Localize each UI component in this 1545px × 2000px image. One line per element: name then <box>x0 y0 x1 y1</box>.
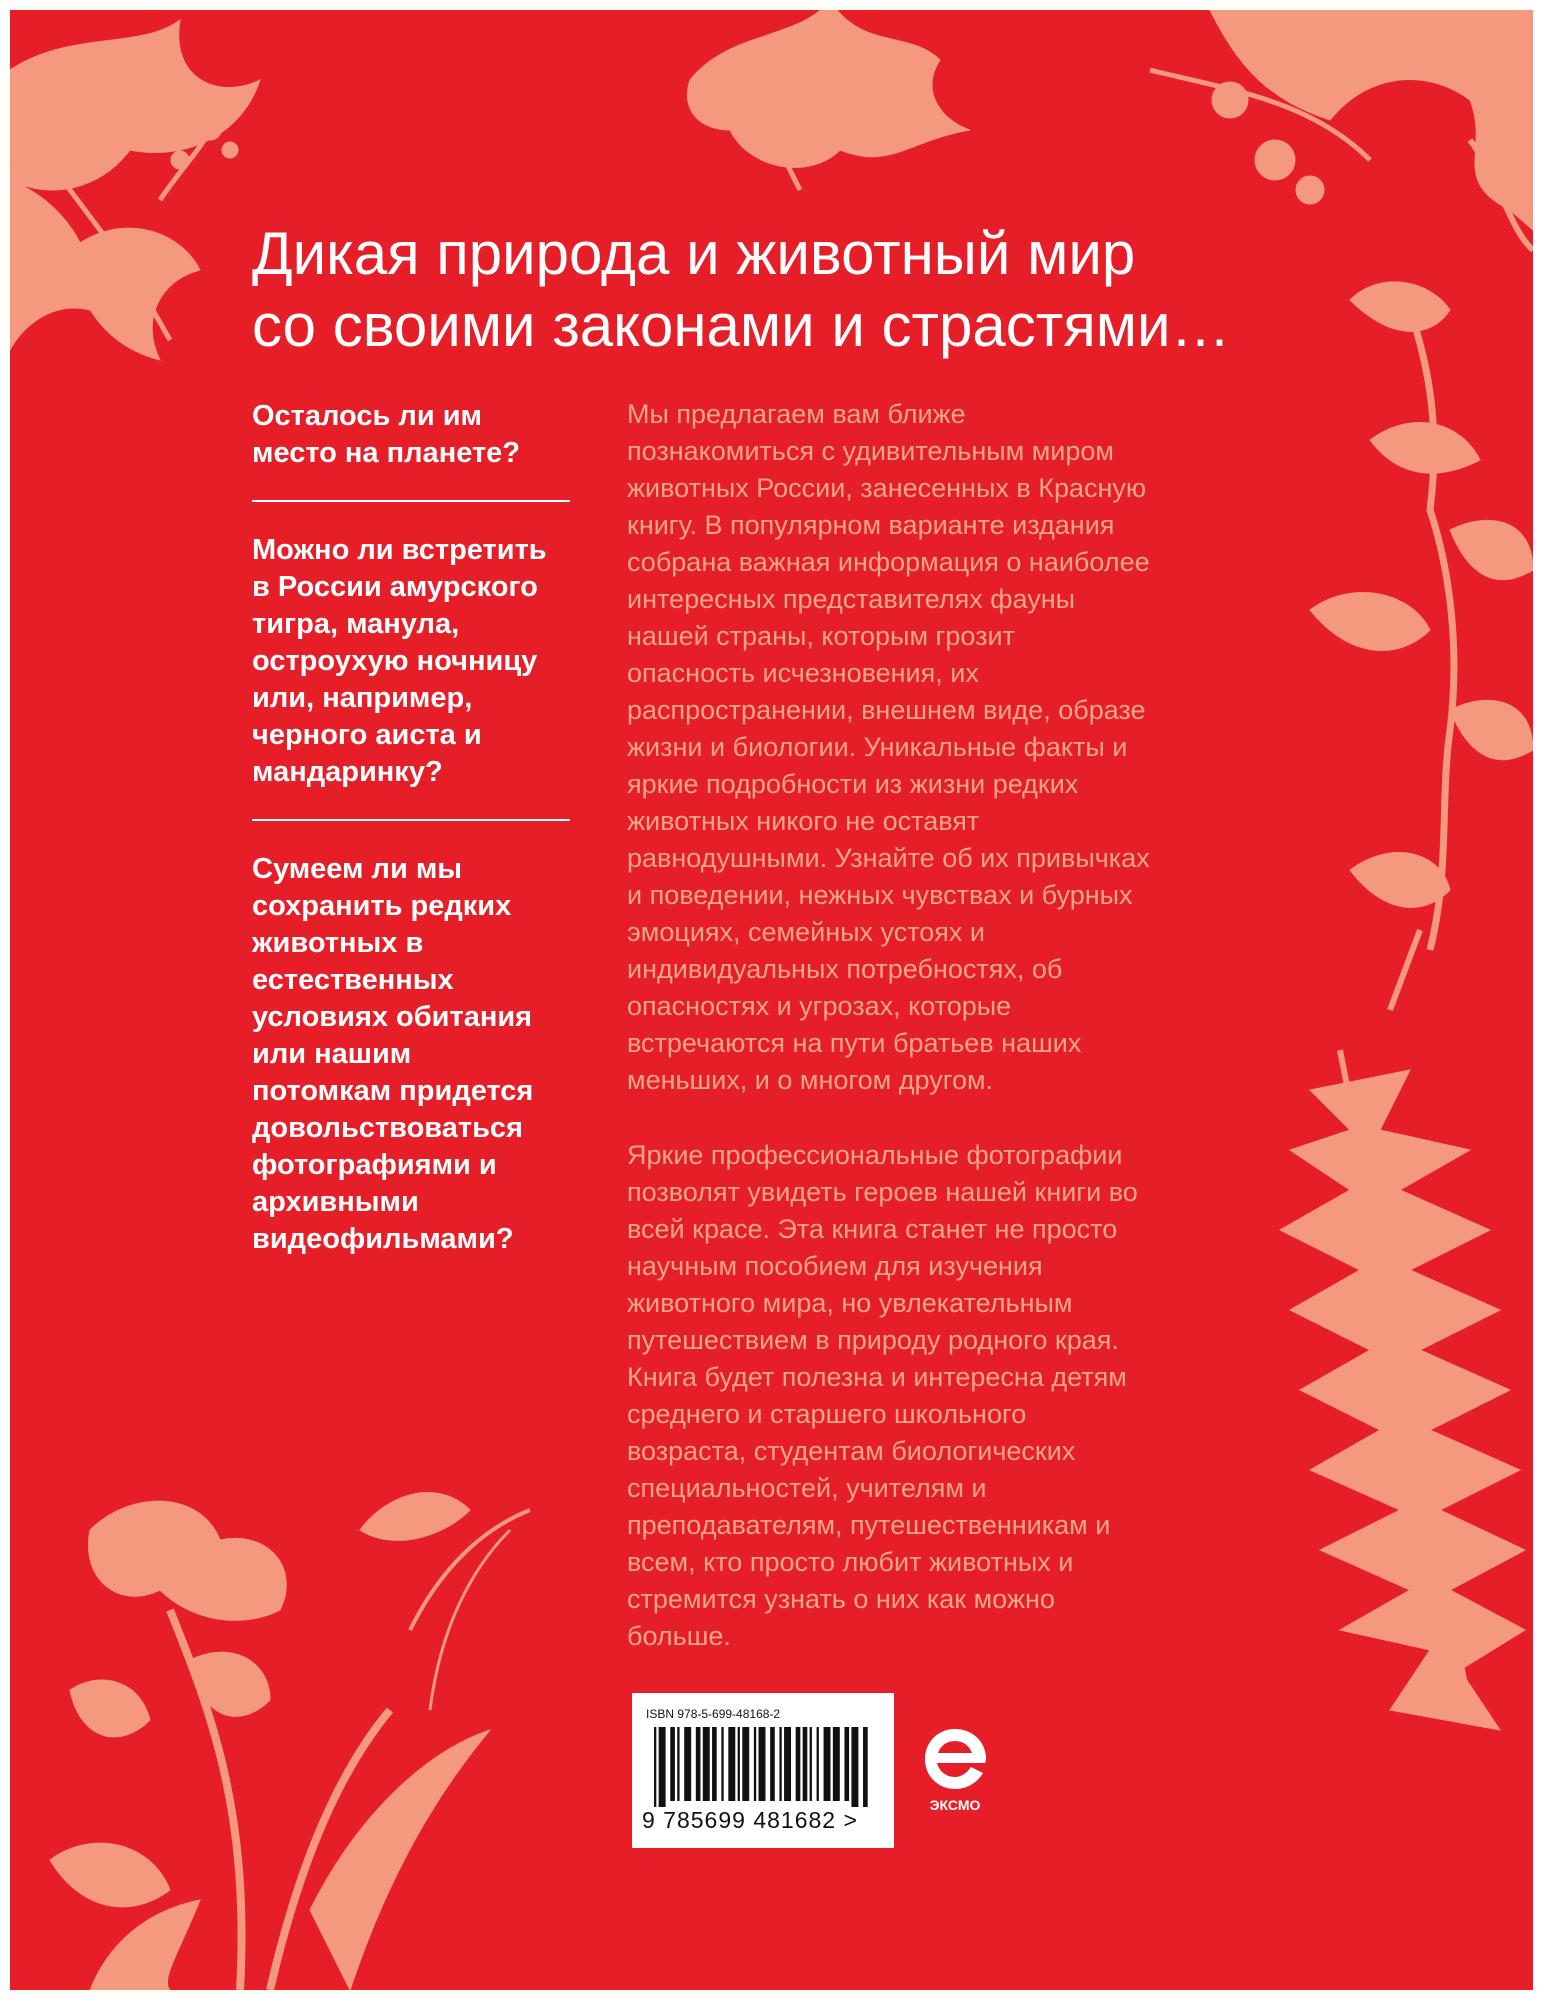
flower-cluster-bottom-left <box>50 1493 530 1990</box>
publisher-logo <box>915 1723 995 1823</box>
question-divider <box>252 819 570 821</box>
barcode-bar <box>817 1727 819 1801</box>
barcode-bar <box>796 1727 801 1801</box>
barcode-bar <box>670 1727 675 1801</box>
leaf-cluster-top-left <box>10 20 260 360</box>
leaf-top-center <box>687 10 970 190</box>
barcode-bar <box>721 1727 723 1801</box>
barcode-bar <box>677 1727 679 1801</box>
barcode-bar <box>863 1727 868 1807</box>
barcode-bar <box>824 1727 831 1801</box>
question-3: Сумеем ли мы сохранить редких животных в естественных условиях обитания или нашим потомкам придется довольствоваться фотографиями и архивными видеофильмами? <box>252 853 534 1255</box>
barcode-bar <box>810 1727 812 1801</box>
barcode-bar <box>759 1727 766 1801</box>
herb-branch-right <box>1310 282 1533 1010</box>
description-paragraph-2: Яркие профессиональные фотографии позволят увидеть героев нашей книги во всей красе. Эта книга станет не просто научным пособием для изучения животного мира, но увлекательным путешествием в природу родного края. Книга будет полезна и интересна детям среднего и старшего школьного возраста, студентам биологических специальностей, учителям и преподавателям, путешественникам и всем, кто просто любит животных и стремится узнать о них как можно больше. <box>627 1140 1138 1651</box>
book-back-cover <box>10 10 1533 1990</box>
barcode-bar <box>728 1727 735 1801</box>
barcode-bar <box>684 1727 691 1801</box>
barcode-bar <box>851 1727 858 1807</box>
barcode-bar <box>770 1727 775 1801</box>
barcode-digits: 9 785699 481682 > <box>642 1807 858 1833</box>
publisher-logo-text: ЭКСМО <box>929 1797 981 1813</box>
barcode-bar <box>659 1727 666 1807</box>
headline-text: Дикая природа и животный мир со своими законами и страстями… <box>252 220 1231 359</box>
cover-headline <box>252 218 1352 362</box>
question-2: Можно ли встретить в России амурского тигра, манула, остроухую ночницу или, например, черного аиста и мандаринку? <box>252 534 547 788</box>
flower-cluster-top-right <box>1150 10 1533 250</box>
barcode-bar <box>803 1727 808 1801</box>
eksmo-logo-icon <box>915 1723 995 1795</box>
description-paragraph-1: Мы предлагаем вам ближе познакомиться с удивительным миром животных России, занесенных в Красную книгу. В популярном варианте издания собрана важная информация о наиболее интересных представителях фауны нашей страны, которым грозит опасность исчезновения, их распространении, внешнем виде, образе жизни и биологии. Уникальные факты и яркие подробности из жизни редких животных никого не оставят равнодушными. Узнайте об их привычках и поведении, нежных чувствах и бурных эмоциях, семейных устоях и индивидуальных потребностях, об опасностях и угрозах, которые встречаются на пути братьев наших меньших, и о многом другом. <box>627 399 1150 1095</box>
isbn-barcode-panel <box>632 1693 894 1848</box>
barcode-bar <box>712 1727 717 1801</box>
barcode-bar <box>654 1727 656 1807</box>
barcode-bar <box>696 1727 701 1801</box>
barcode-bar <box>754 1727 756 1801</box>
question-column <box>252 398 582 1258</box>
barcode-bars <box>654 1727 872 1807</box>
isbn-label: ISBN 978-5-699-48168-2 <box>646 1707 781 1721</box>
barcode-bar <box>703 1727 710 1801</box>
barcode-bar <box>833 1727 840 1801</box>
fern-branch-right <box>1280 1050 1525 1730</box>
barcode-bar <box>738 1727 740 1801</box>
barcode-bar <box>784 1727 791 1801</box>
question-divider <box>252 500 570 502</box>
question-1: Осталось ли им место на планете? <box>252 400 520 469</box>
description-column <box>627 396 1227 1655</box>
barcode-bar <box>779 1727 781 1801</box>
barcode-bar <box>844 1727 849 1801</box>
barcode-bar <box>742 1727 749 1801</box>
